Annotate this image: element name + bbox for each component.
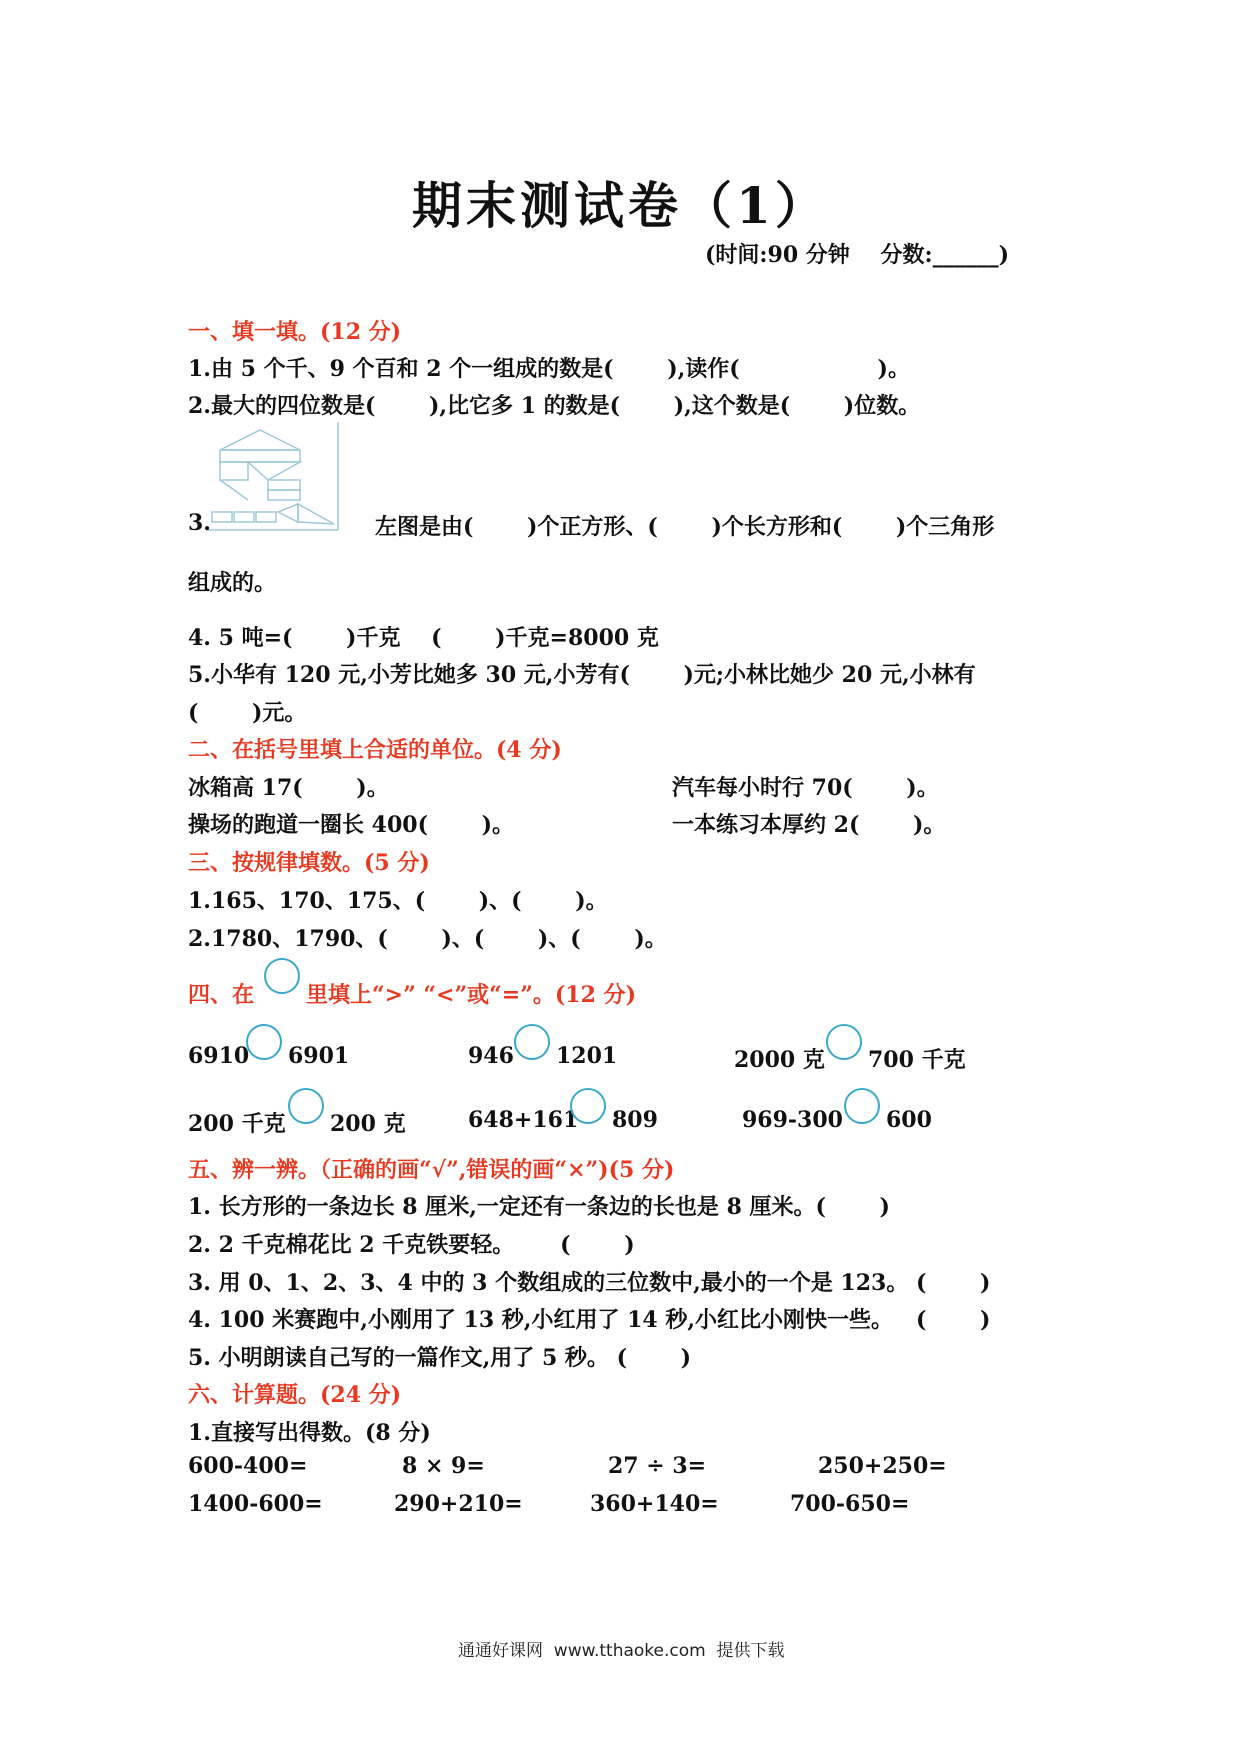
compare-left: 200 千克 — [188, 1111, 286, 1137]
time-score-line: (时间:90 分钟 分数:______) — [705, 242, 1009, 268]
unit-question-2: 汽车每小时行 70( )。 — [672, 775, 939, 801]
calc-item: 700-650= — [790, 1491, 910, 1517]
pattern-question-1: 1.165、170、175、( )、( )。 — [188, 888, 608, 914]
figure-middle-triangle — [248, 462, 300, 480]
question-1-3-number: 3. — [188, 510, 211, 536]
question-1-3: 左图是由( )个正方形、( )个长方形和( )个三角形 — [375, 514, 995, 540]
calc-subheading: 1.直接写出得数。(8 分) — [188, 1420, 431, 1446]
calc-item: 8 × 9= — [402, 1453, 485, 1479]
section-5-heading: 五、辨一辨。（正确的画“√”,错误的画“×”)(5 分) — [188, 1157, 675, 1183]
figure-small-rect-1 — [268, 480, 300, 490]
section-4-heading-start: 四、在 — [188, 982, 255, 1008]
unit-question-1: 冰箱高 17( )。 — [188, 775, 389, 801]
section-6-heading: 六、计算题。(24 分) — [188, 1382, 402, 1408]
calc-item: 600-400= — [188, 1453, 308, 1479]
judge-question-1: 1. 长方形的一条边长 8 厘米,一定还有一条边的长也是 8 厘米。( ) — [188, 1194, 890, 1220]
compare-right: 200 克 — [330, 1111, 406, 1137]
compare-right: 6901 — [288, 1043, 350, 1069]
compare-circle-icon[interactable] — [514, 1024, 550, 1060]
figure-top-triangle — [220, 430, 300, 450]
unit-question-4: 一本练习本厚约 2( )。 — [672, 812, 946, 838]
judge-question-5: 5. 小明朗读自己写的一篇作文,用了 5 秒。 ( ) — [188, 1345, 692, 1371]
question-1-3-continued: 组成的。 — [188, 570, 277, 596]
figure-slant-line — [220, 480, 248, 500]
calc-item: 27 ÷ 3= — [608, 1453, 707, 1479]
compare-left: 946 — [468, 1043, 514, 1069]
question-1-4: 4. 5 吨=( )千克 ( )千克=8000 克 — [188, 625, 659, 651]
section-2-heading: 二、在括号里填上合适的单位。(4 分) — [188, 737, 562, 763]
section-3-heading: 三、按规律填数。(5 分) — [188, 850, 430, 876]
heading-circle-icon — [264, 958, 300, 994]
figure-small-rect-2 — [268, 490, 300, 500]
calc-item: 360+140= — [590, 1491, 719, 1517]
judge-question-3: 3. 用 0、1、2、3、4 中的 3 个数组成的三位数中,最小的一个是 123。 ( ) — [188, 1270, 991, 1296]
judge-question-4: 4. 100 米赛跑中,小刚用了 13 秒,小红用了 14 秒,小红比小刚快一些。 ( ) — [188, 1307, 991, 1333]
compare-right: 809 — [612, 1107, 658, 1133]
section-4-heading-end: 里填上“>” “<”或“=”。(12 分) — [306, 982, 636, 1008]
page-title: 期末测试卷（1） — [412, 176, 829, 235]
compare-left: 969-300 — [742, 1107, 843, 1133]
judge-question-2: 2. 2 千克棉花比 2 千克铁要轻。 ( ) — [188, 1232, 635, 1258]
footer-text: 通通好课网 www.tthaoke.com 提供下载 — [458, 1641, 785, 1661]
compare-right: 700 千克 — [868, 1047, 966, 1073]
figure-bottom-triangle-1 — [278, 504, 298, 522]
compare-circle-icon[interactable] — [844, 1088, 880, 1124]
question-1-1: 1.由 5 个千、9 个百和 2 个一组成的数是( ),读作( )。 — [188, 356, 910, 382]
figure-bottom-rect-1 — [212, 512, 232, 522]
unit-question-3: 操场的跑道一圈长 400( )。 — [188, 812, 515, 838]
figure-left-square — [220, 462, 248, 480]
compare-circle-icon[interactable] — [570, 1088, 606, 1124]
compare-circle-icon[interactable] — [826, 1024, 862, 1060]
figure-bottom-triangle-2 — [298, 504, 334, 524]
question-1-5: 5.小华有 120 元,小芳比她多 30 元,小芳有( )元;小林比她少 20 元,小林有 — [188, 662, 976, 688]
pattern-question-2: 2.1780、1790、( )、( )、( )。 — [188, 926, 667, 952]
section-1-heading: 一、填一填。(12 分) — [188, 319, 402, 345]
question-1-2: 2.最大的四位数是( ),比它多 1 的数是( ),这个数是( )位数。 — [188, 393, 921, 419]
calc-item: 250+250= — [818, 1453, 947, 1479]
question-1-5-continued: ( )元。 — [188, 700, 307, 726]
compare-circle-icon[interactable] — [246, 1024, 282, 1060]
calc-item: 1400-600= — [188, 1491, 323, 1517]
figure-bottom-rect-2 — [234, 512, 254, 522]
compare-left: 2000 克 — [734, 1047, 825, 1073]
figure-bottom-rect-3 — [256, 512, 276, 522]
figure-top-rect — [220, 450, 300, 462]
shape-figure — [208, 420, 342, 532]
calc-item: 290+210= — [394, 1491, 523, 1517]
compare-left: 648+161 — [468, 1107, 579, 1133]
compare-left: 6910 — [188, 1043, 250, 1069]
compare-right: 600 — [886, 1107, 932, 1133]
compare-right: 1201 — [556, 1043, 618, 1069]
compare-circle-icon[interactable] — [288, 1088, 324, 1124]
